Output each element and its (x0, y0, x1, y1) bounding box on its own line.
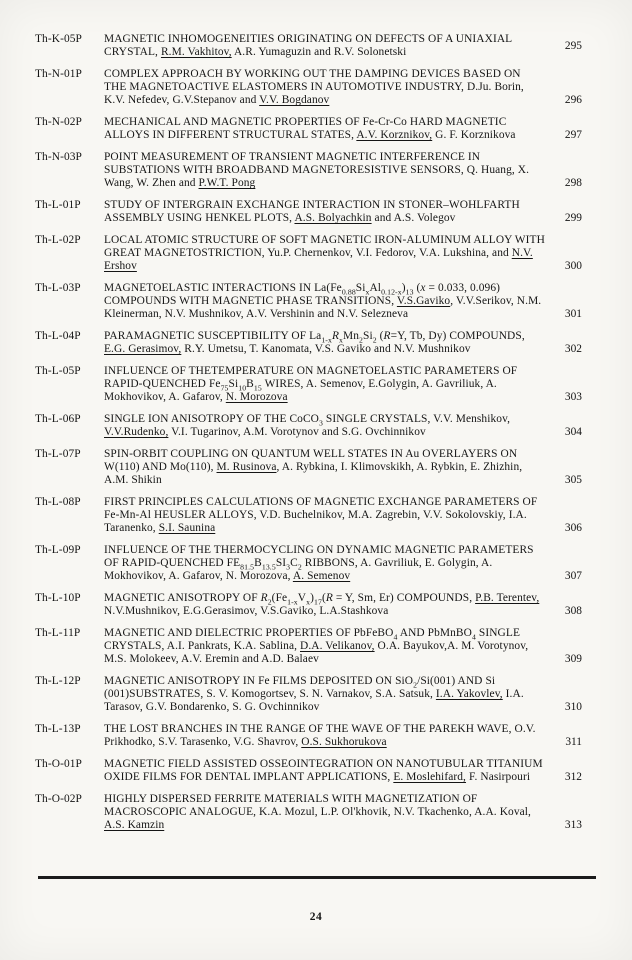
entry-title-authors: INFLUENCE OF THETEMPERATURE ON MAGNETOELASTIC PARAMETERS OF RAPID-QUENCHED $Fe_{75}Si_{10}B_{15}$ WIRES, A. Semenov, E.Golygin, A. Gavriliuk, A. Mokhovikov, A. Gafarov, N. Morozova (104, 365, 518, 403)
toc-entry (35, 793, 582, 832)
entry-title-authors: MAGNETOELASTIC INTERACTIONS IN $La(Fe_{0.88}Si_xAl_{0.12-x})_{13}$ (x = 0.033, 0.096) COMPOUNDS WITH MAGNETIC PHASE TRANSITIONS, V.S.Gaviko, V.V.Serikov, N.M. Kleinerman, N.V. Mushnikov, A.V. Vershinin and N.V. Selezneva (104, 282, 542, 320)
footer-rule (38, 876, 596, 879)
entry-title-authors: POINT MEASUREMENT OF TRANSIENT MAGNETIC INTERFERENCE IN SUBSTATIONS WITH BROADBAND MAGNETORESISTIVE SENSORS, Q. Huang, X. Wang, W. Zhen and P.W.T. Pong (104, 151, 530, 189)
entry-code: Th-K-05P (35, 33, 82, 45)
entry-title-authors: SPIN-ORBIT COUPLING ON QUANTUM WELL STATES IN Au OVERLAYERS ON W(110) AND Mo(110), M. Rusinova, A. Rybkina, I. Klimovskikh, A. Rybkin, E. Zhizhin, A.M. Shikin (104, 448, 523, 486)
toc-entry (35, 448, 582, 487)
toc-entry (35, 199, 582, 225)
entry-code: Th-L-06P (35, 413, 81, 425)
entry-code: Th-L-07P (35, 448, 81, 460)
entry-page-number: 313 (564, 819, 582, 831)
entry-code: Th-L-13P (35, 723, 81, 735)
entry-page-number: 302 (564, 343, 582, 355)
toc-entry (35, 627, 582, 666)
toc-entry (35, 151, 582, 190)
entry-code: Th-N-01P (35, 68, 82, 80)
entry-title-authors: LOCAL ATOMIC STRUCTURE OF SOFT MAGNETIC IRON-ALUMINUM ALLOY WITH GREAT MAGNETOSTRICTION, Yu.P. Chernenkov, V.I. Fedorov, V.A. Lukshina, and N.V. Ershov (104, 234, 545, 272)
entry-title-authors: MECHANICAL AND MAGNETIC PROPERTIES OF Fe-Cr-Co HARD MAGNETIC ALLOYS IN DIFFERENT STRUCTURAL STATES, A.V. Korznikov, G. F. Korznikova (104, 116, 516, 141)
toc-entry (35, 592, 582, 618)
toc-entry (35, 68, 582, 107)
entry-page-number: 303 (564, 391, 582, 403)
entry-code: Th-N-03P (35, 151, 82, 163)
toc-entry (35, 723, 582, 749)
entry-code: Th-N-02P (35, 116, 82, 128)
entry-code: Th-L-03P (35, 282, 81, 294)
footer-page-number: 24 (309, 911, 323, 923)
entry-title-authors: COMPLEX APPROACH BY WORKING OUT THE DAMPING DEVICES BASED ON THE MAGNETOACTIVE ELASTOMERS IN AUTOMOTIVE INDUSTRY, D.Ju. Borin, K.V. Nefedev, G.V.Stepanov and V.V. Bogdanov (104, 68, 524, 106)
entry-code: Th-O-02P (35, 793, 82, 805)
entry-title-authors: SINGLE ION ANISOTROPY OF THE CoCO$_3$ SINGLE CRYSTALS, V.V. Menshikov, V.V.Rudenko, V.I. Tugarinov, A.M. Vorotynov and S.G. Ovchinnikov (104, 413, 511, 438)
toc-entry (35, 33, 582, 59)
entry-code: Th-O-01P (35, 758, 82, 770)
entry-code: Th-L-05P (35, 365, 81, 377)
entry-page-number: 297 (564, 129, 582, 141)
toc-entry (35, 496, 582, 535)
entry-page-number: 300 (564, 260, 582, 272)
entry-code: Th-L-11P (35, 627, 81, 639)
entry-title-authors: MAGNETIC INHOMOGENEITIES ORIGINATING ON DEFECTS OF A UNIAXIAL CRYSTAL, R.M. Vakhitov, A.R. Yumaguzin and R.V. Solonetski (104, 33, 512, 58)
entry-page-number: 299 (564, 212, 582, 224)
entry-page-number: 310 (564, 701, 582, 713)
entries-list (35, 33, 582, 841)
toc-entry (35, 544, 582, 583)
toc-entry (35, 758, 582, 784)
toc-entry (35, 116, 582, 142)
entry-code: Th-L-02P (35, 234, 81, 246)
entry-page-number: 306 (564, 522, 582, 534)
entry-code: Th-L-10P (35, 592, 81, 604)
entry-page-number: 304 (564, 426, 582, 438)
entry-page-number: 309 (564, 653, 582, 665)
toc-entry (35, 330, 582, 356)
entry-page-number: 296 (564, 94, 582, 106)
entry-page-number: 308 (564, 605, 582, 617)
entry-title-authors: HIGHLY DISPERSED FERRITE MATERIALS WITH MAGNETIZATION OF MACROSCOPIC ANALOGUE, K.A. Mozul, L.P. Ol'khovik, N.V. Tkachenko, A.A. Koval, A.S. Kamzin (104, 793, 531, 831)
toc-entry (35, 282, 582, 321)
entry-page-number: 295 (564, 39, 582, 52)
toc-entry (35, 413, 582, 439)
toc-entry (35, 675, 582, 714)
entry-code: Th-L-12P (35, 675, 81, 687)
entry-code: Th-L-08P (35, 496, 81, 508)
entry-title-authors: MAGNETIC AND DIELECTRIC PROPERTIES OF PbFeBO$_4$ AND PbMnBO$_4$ SINGLE CRYSTALS, A.I. Pankrats, K.A. Sablina, D.A. Velikanov, O.A. Bayukov,A. M. Vorotynov, M.S. Molokeev, A.V. Eremin and A.D. Balaev (104, 627, 529, 665)
entry-title-authors: INFLUENCE OF THE THERMOCYCLING ON DYNAMIC MAGNETIC PARAMETERS OF RAPID-QUENCHED $FE_{81.5}B_{13.5}SI_3C_2$ RIBBONS, A. Gavriliuk, E. Golygin, A. Mokhovikov, A. Gafarov, N. Morozova, A. Semenov (104, 544, 534, 582)
entry-page-number: 307 (564, 570, 582, 582)
entry-title-authors: THE LOST BRANCHES IN THE RANGE OF THE WAVE OF THE PAREKH WAVE, O.V. Prikhodko, S.V. Tarasenko, V.G. Shavrov, O.S. Sukhorukova (104, 723, 536, 748)
entry-page-number: 305 (564, 474, 582, 486)
entry-title-authors: FIRST PRINCIPLES CALCULATIONS OF MAGNETIC EXCHANGE PARAMETERS OF Fe-Mn-Al HEUSLER ALLOYS, V.D. Buchelnikov, M.A. Zagrebin, V.V. Sokolovskiy, I.A. Taranenko, S.I. Saunina (104, 496, 538, 534)
entry-title-authors: MAGNETIC ANISOTROPY IN Fe FILMS DEPOSITED ON SiO$_2$/Si(001) AND Si (001)SUBSTRATES, S. V. Komogortsev, S. N. Varnakov, S.A. Satsuk, I.A. Yakovlev, I.A. Tarasov, G.V. Bondarenko, S. G. Ovchinnikov (104, 675, 524, 713)
entry-code: Th-L-09P (35, 544, 81, 556)
entry-page-number: 298 (564, 177, 582, 189)
entry-code: Th-L-01P (35, 199, 81, 211)
entry-title-authors: MAGNETIC ANISOTROPY OF $R_2(Fe_{1-x}V_x)_{17}(R = Y$, Sm, Er) COMPOUNDS, P.B. Terentev, N.V.Mushnikov, E.G.Gerasimov, V.S.Gaviko, L.A.Stashkova (104, 592, 540, 617)
entry-title-authors: MAGNETIC FIELD ASSISTED OSSEOINTEGRATION ON NANOTUBULAR TITANIUM OXIDE FILMS FOR DENTAL IMPLANT APPLICATIONS, E. Moslehifard, F. Nasirpouri (104, 758, 543, 783)
entry-code: Th-L-04P (35, 330, 81, 342)
toc-entry (35, 365, 582, 404)
entry-title-authors: PARAMAGNETIC SUSCEPTIBILITY OF $La_{1-x}R_xMn_2Si_2$ (R=Y, Tb, Dy) COMPOUNDS, E.G. Gerasimov, R.Y. Umetsu, T. Kanomata, V.S. Gaviko and N.V. Mushnikov (104, 330, 525, 355)
entry-page-number: 312 (564, 771, 582, 783)
toc-entry (35, 234, 582, 273)
entry-title-authors: STUDY OF INTERGRAIN EXCHANGE INTERACTION IN STONER–WOHLFARTH ASSEMBLY USING HENKEL PLOTS, A.S. Bolyachkin and A.S. Volegov (104, 199, 520, 224)
entry-page-number: 311 (565, 736, 582, 748)
entry-page-number: 301 (564, 308, 582, 320)
